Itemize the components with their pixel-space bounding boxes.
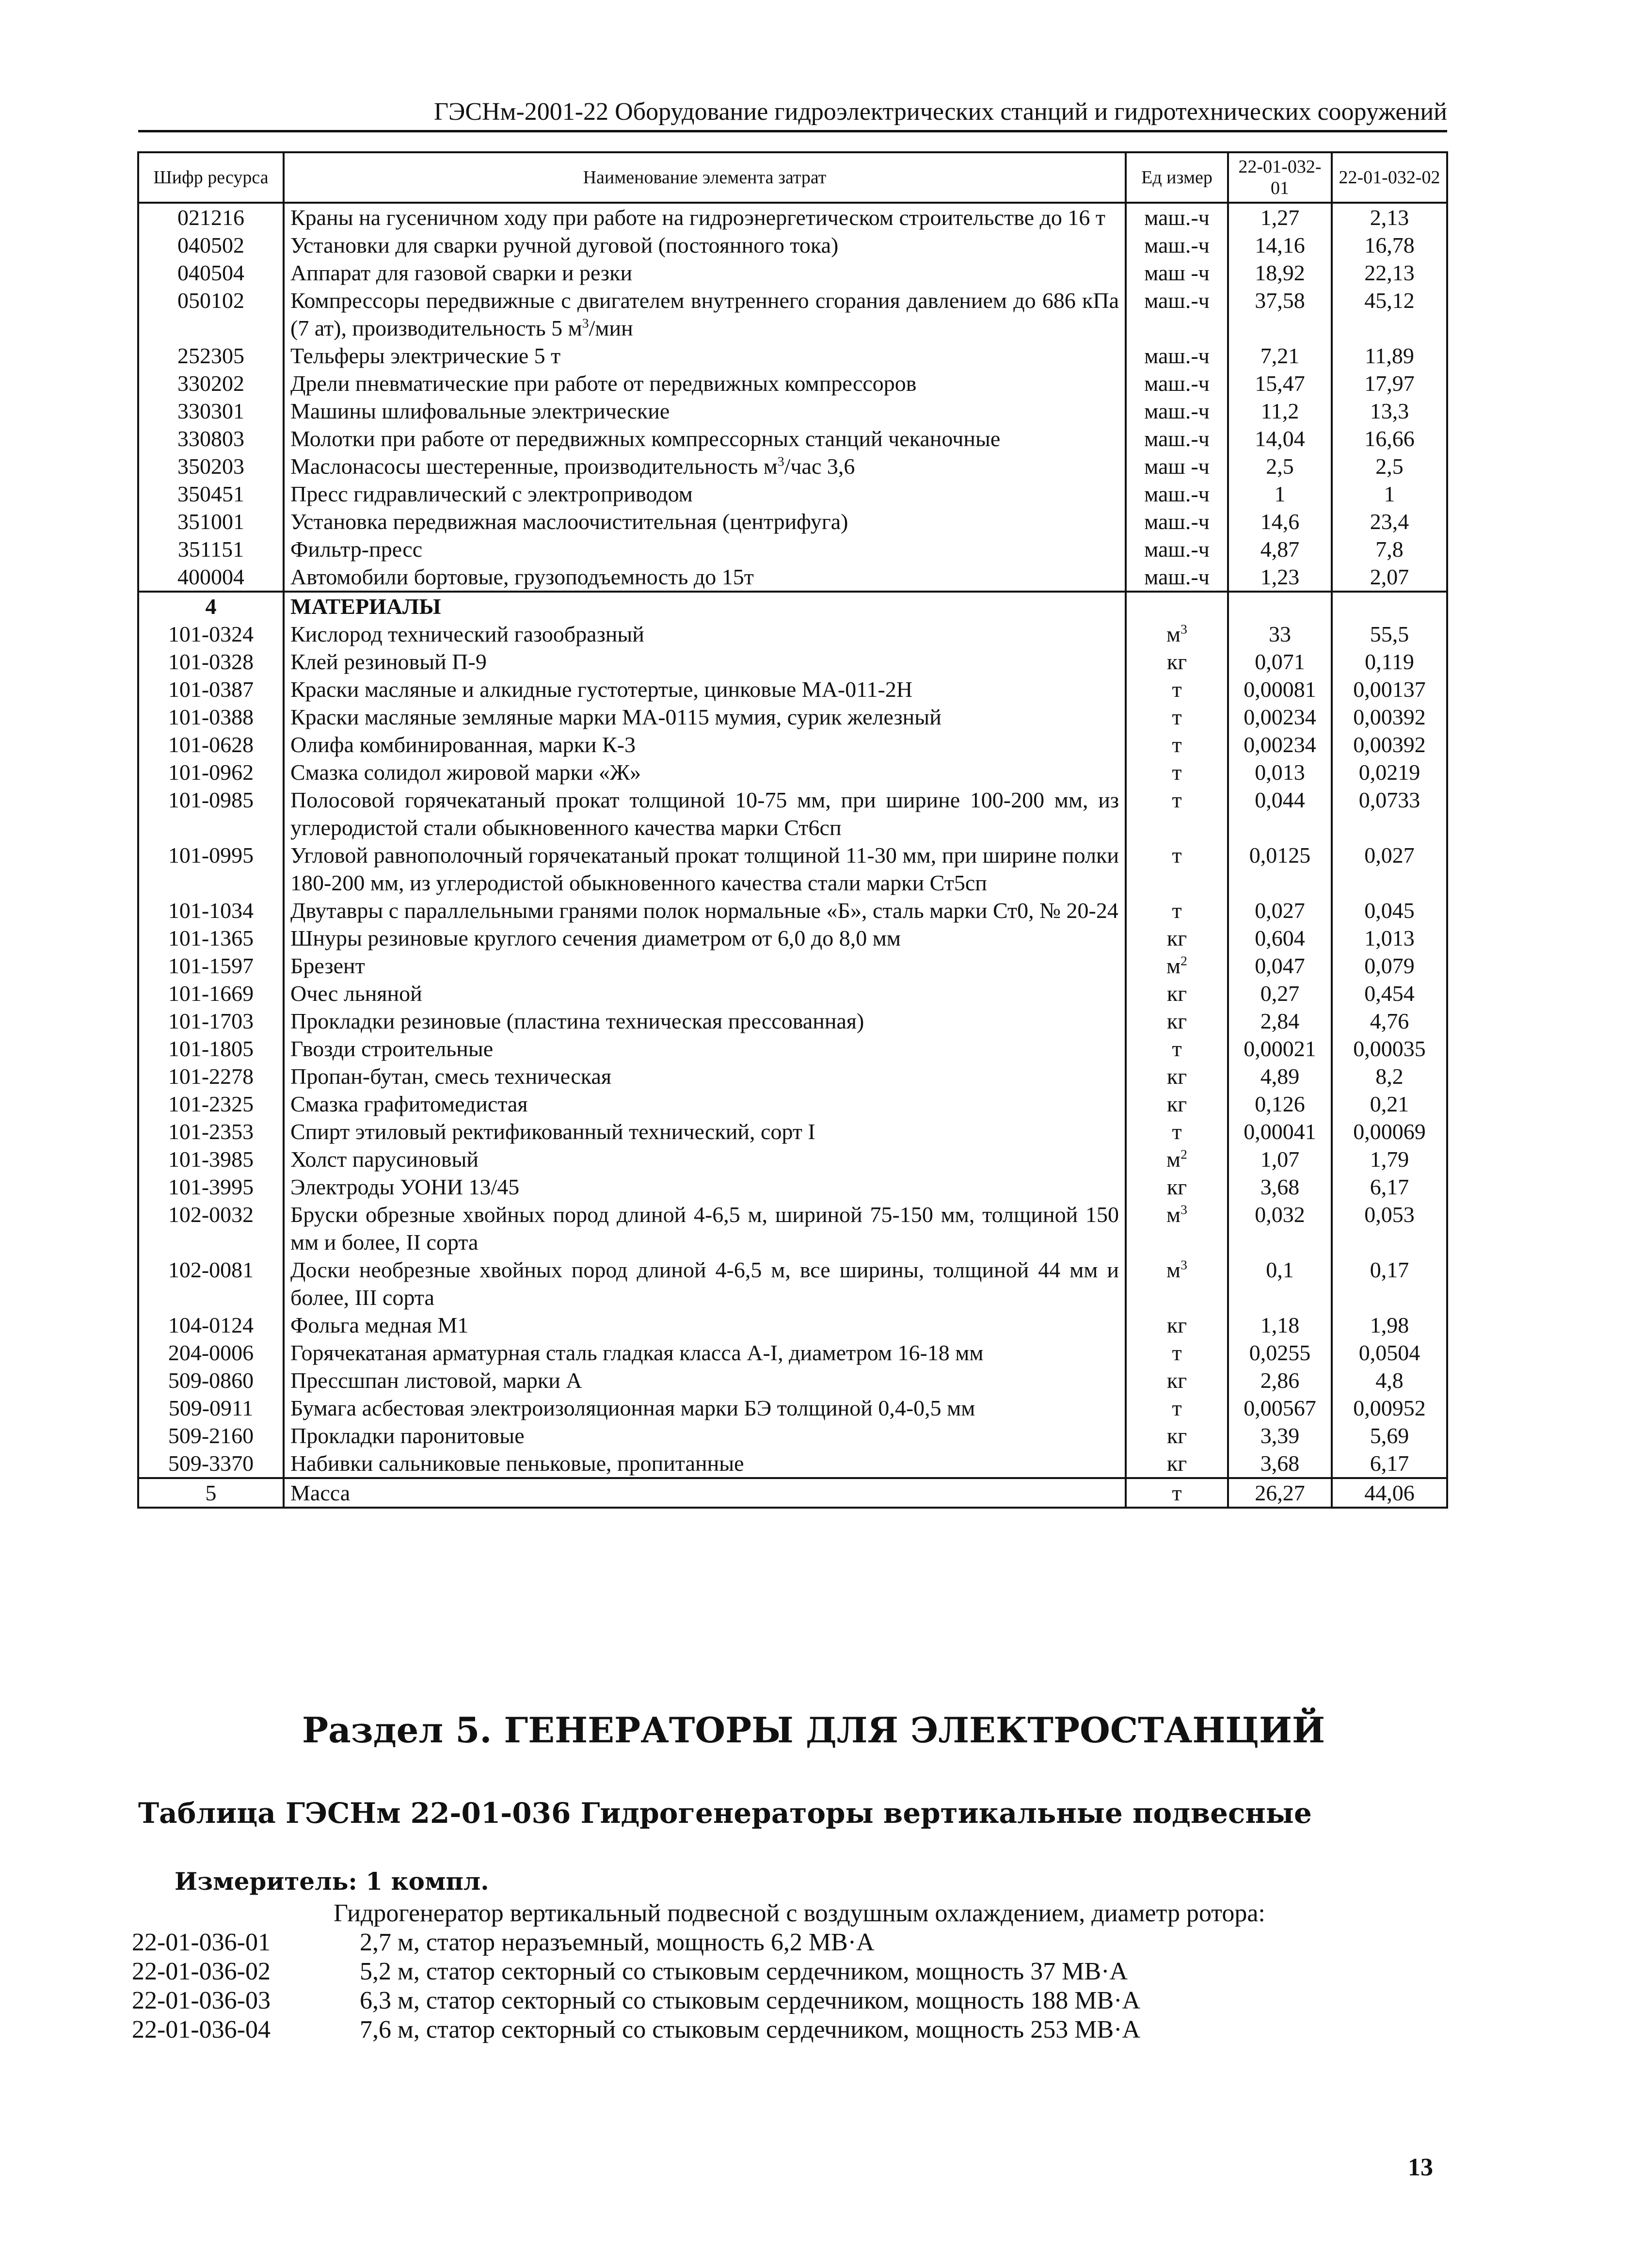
row-value-1: 14,16 xyxy=(1228,231,1332,259)
table-row xyxy=(138,452,1447,480)
row-unit: $м^3$ xyxy=(1126,1201,1228,1256)
table-row xyxy=(138,731,1447,758)
row-value-1: 0,071 xyxy=(1228,648,1332,676)
table-row xyxy=(138,397,1447,425)
row-value-2: 7,8 xyxy=(1332,535,1447,563)
row-unit: кг xyxy=(1126,1422,1228,1449)
row-value-1: 0,1 xyxy=(1228,1256,1332,1311)
table-row xyxy=(138,259,1447,287)
row-unit xyxy=(1126,592,1228,620)
row-unit: $м^3$ xyxy=(1126,1256,1228,1311)
row-unit: т xyxy=(1126,897,1228,924)
row-value-1: 3,39 xyxy=(1228,1422,1332,1449)
row-name: Олифа комбинированная, марки К-3 xyxy=(284,731,1126,758)
row-value-1: 0,0255 xyxy=(1228,1339,1332,1367)
row-name: Очес льняной xyxy=(284,980,1126,1007)
table-body xyxy=(138,203,1447,1508)
row-unit: кг xyxy=(1126,1090,1228,1118)
table-row xyxy=(138,1422,1447,1449)
table-row xyxy=(138,1478,1447,1508)
row-name: Холст парусиновый xyxy=(284,1145,1126,1173)
row-name: Шнуры резиновые круглого сечения диаметром от 6,0 до 8,0 мм xyxy=(284,924,1126,952)
row-value-2: 0,045 xyxy=(1332,897,1447,924)
row-name: Двутавры с параллельными гранями полок нормальные «Б», сталь марки Ст0, № 20-24 xyxy=(284,897,1126,924)
row-name: Электроды УОНИ 13/45 xyxy=(284,1173,1126,1201)
row-name: Пресс гидравлический с электроприводом xyxy=(284,480,1126,508)
table-row xyxy=(138,703,1447,731)
row-value-2: 44,06 xyxy=(1332,1478,1447,1508)
row-value-2: 0,00952 xyxy=(1332,1394,1447,1422)
row-name: Пропан-бутан, смесь техническая xyxy=(284,1062,1126,1090)
row-value-2: 11,89 xyxy=(1332,342,1447,370)
row-name: Дрели пневматические при работе от передвижных компрессоров xyxy=(284,370,1126,397)
item-text: 7,6 м, статор секторный со стыковым сердечником, мощность 253 МВ·А xyxy=(360,2016,1141,2043)
row-value-2: 0,454 xyxy=(1332,980,1447,1007)
row-value-1: 0,047 xyxy=(1228,952,1332,980)
row-code: 101-2353 xyxy=(138,1118,284,1145)
row-code: 101-0962 xyxy=(138,758,284,786)
list-item xyxy=(132,1986,1140,2015)
table-row xyxy=(138,342,1447,370)
row-code: 330301 xyxy=(138,397,284,425)
row-name: Смазка солидол жировой марки «Ж» xyxy=(284,758,1126,786)
row-value-1: 0,0125 xyxy=(1228,841,1332,897)
row-name: Гвозди строительные xyxy=(284,1035,1126,1062)
row-value-2: 22,13 xyxy=(1332,259,1447,287)
table-row xyxy=(138,1311,1447,1339)
row-code: 330803 xyxy=(138,425,284,452)
row-value-1: 4,89 xyxy=(1228,1062,1332,1090)
row-code: 021216 xyxy=(138,203,284,231)
row-value-2: 0,079 xyxy=(1332,952,1447,980)
row-code: 101-0388 xyxy=(138,703,284,731)
row-code: 101-1597 xyxy=(138,952,284,980)
row-code: 350451 xyxy=(138,480,284,508)
row-value-1: 0,00021 xyxy=(1228,1035,1332,1062)
row-code: 040504 xyxy=(138,259,284,287)
row-value-2: 6,17 xyxy=(1332,1173,1447,1201)
row-code: 101-2325 xyxy=(138,1090,284,1118)
row-value-2 xyxy=(1332,592,1447,620)
row-unit: т xyxy=(1126,703,1228,731)
row-value-2: 0,00392 xyxy=(1332,731,1447,758)
row-name: Установка передвижная маслоочистительная (центрифуга) xyxy=(284,508,1126,535)
row-unit: маш -ч xyxy=(1126,259,1228,287)
table-row xyxy=(138,203,1447,231)
row-value-2: 2,07 xyxy=(1332,563,1447,592)
row-value-2: 2,13 xyxy=(1332,203,1447,231)
row-code: 509-0911 xyxy=(138,1394,284,1422)
row-value-2: 16,66 xyxy=(1332,425,1447,452)
row-code: 101-1365 xyxy=(138,924,284,952)
row-value-1: 33 xyxy=(1228,620,1332,648)
row-value-1: 0,00234 xyxy=(1228,703,1332,731)
row-value-2: 4,76 xyxy=(1332,1007,1447,1035)
row-code: 351001 xyxy=(138,508,284,535)
row-unit: т xyxy=(1126,1394,1228,1422)
item-text: 6,3 м, статор секторный со стыковым сердечником, мощность 188 МВ·А xyxy=(360,1987,1141,2014)
table-row xyxy=(138,231,1447,259)
measurer: Измеритель: 1 компл. xyxy=(175,1867,489,1896)
row-name: Автомобили бортовые, грузоподъемность до 15т xyxy=(284,563,1126,592)
table-row xyxy=(138,592,1447,620)
row-unit: маш.-ч xyxy=(1126,535,1228,563)
col-unit-header: Ед измер xyxy=(1126,152,1228,203)
row-value-2: 8,2 xyxy=(1332,1062,1447,1090)
table-row xyxy=(138,1339,1447,1367)
resources-table xyxy=(137,151,1448,1509)
row-value-2: 0,0504 xyxy=(1332,1339,1447,1367)
list-item xyxy=(132,2015,1140,2044)
row-code: 040502 xyxy=(138,231,284,259)
table-row xyxy=(138,1367,1447,1394)
row-name: Тельферы электрические 5 т xyxy=(284,342,1126,370)
item-text: 5,2 м, статор секторный со стыковым сердечником, мощность 37 МВ·А xyxy=(360,1958,1128,1985)
row-value-1: 3,68 xyxy=(1228,1173,1332,1201)
table-row xyxy=(138,648,1447,676)
row-unit: маш.-ч xyxy=(1126,370,1228,397)
col-c2-header: 22-01-032-02 xyxy=(1332,152,1447,203)
row-unit: маш.-ч xyxy=(1126,563,1228,592)
row-unit: маш -ч xyxy=(1126,452,1228,480)
table-row xyxy=(138,1173,1447,1201)
row-name: Прессшпан листовой, марки А xyxy=(284,1367,1126,1394)
row-unit: т xyxy=(1126,1478,1228,1508)
header-title: ГЭСНм-2001-22 Оборудование гидроэлектрических станций и гидротехнических сооружений xyxy=(433,98,1447,126)
row-value-1: 1,18 xyxy=(1228,1311,1332,1339)
row-value-2: 0,0733 xyxy=(1332,786,1447,841)
row-name: Смазка графитомедистая xyxy=(284,1090,1126,1118)
row-value-1: 18,92 xyxy=(1228,259,1332,287)
row-code: 101-0628 xyxy=(138,731,284,758)
row-value-2: 23,4 xyxy=(1332,508,1447,535)
table-row xyxy=(138,980,1447,1007)
row-name: Полосовой горячекатаный прокат толщиной 10-75 мм, при ширине 100-200 мм, из углеродистой стали обыкновенного качества марки Ст6сп xyxy=(284,786,1126,841)
table-row xyxy=(138,535,1447,563)
row-name: Аппарат для газовой сварки и резки xyxy=(284,259,1126,287)
row-value-2: 55,5 xyxy=(1332,620,1447,648)
row-unit: т xyxy=(1126,841,1228,897)
row-unit: кг xyxy=(1126,1173,1228,1201)
item-code: 22-01-036-02 xyxy=(132,1958,271,1985)
row-value-2: 2,5 xyxy=(1332,452,1447,480)
row-value-2: 1,98 xyxy=(1332,1311,1447,1339)
table-row xyxy=(138,1062,1447,1090)
row-value-1: 26,27 xyxy=(1228,1478,1332,1508)
item-code: 22-01-036-03 xyxy=(132,1987,271,2014)
row-name: Прокладки резиновые (пластина техническая прессованная) xyxy=(284,1007,1126,1035)
row-value-1: 0,044 xyxy=(1228,786,1332,841)
table-row xyxy=(138,841,1447,897)
row-unit: кг xyxy=(1126,1449,1228,1478)
row-unit: т xyxy=(1126,731,1228,758)
row-unit: кг xyxy=(1126,1062,1228,1090)
row-code: 101-2278 xyxy=(138,1062,284,1090)
table-row xyxy=(138,508,1447,535)
item-code: 22-01-036-04 xyxy=(132,2016,271,2043)
row-unit: маш.-ч xyxy=(1126,397,1228,425)
row-unit: маш.-ч xyxy=(1126,342,1228,370)
row-unit: т xyxy=(1126,1035,1228,1062)
row-value-1: 4,87 xyxy=(1228,535,1332,563)
list-item xyxy=(132,1957,1128,1986)
row-unit: маш.-ч xyxy=(1126,203,1228,231)
table-row xyxy=(138,1201,1447,1256)
table-row xyxy=(138,952,1447,980)
row-value-1: 0,032 xyxy=(1228,1201,1332,1256)
row-unit: т xyxy=(1126,758,1228,786)
row-unit: кг xyxy=(1126,1367,1228,1394)
row-value-1: 2,86 xyxy=(1228,1367,1332,1394)
row-code: 101-1669 xyxy=(138,980,284,1007)
row-name: Краски масляные земляные марки МА-0115 мумия, сурик железный xyxy=(284,703,1126,731)
section-title: Раздел 5. ГЕНЕРАТОРЫ ДЛЯ ЭЛЕКТРОСТАНЦИЙ xyxy=(302,1709,1325,1751)
table-row xyxy=(138,425,1447,452)
row-unit: кг xyxy=(1126,1007,1228,1035)
row-code: 102-0081 xyxy=(138,1256,284,1311)
row-name: Спирт этиловый ректификованный технический, сорт I xyxy=(284,1118,1126,1145)
row-code: 509-3370 xyxy=(138,1449,284,1478)
row-code: 101-0985 xyxy=(138,786,284,841)
row-code: 101-0995 xyxy=(138,841,284,897)
row-value-2: 17,97 xyxy=(1332,370,1447,397)
row-unit: маш.-ч xyxy=(1126,287,1228,342)
row-value-2: 0,053 xyxy=(1332,1201,1447,1256)
row-name: Доски необрезные хвойных пород длиной 4-6,5 м, все ширины, толщиной 44 мм и более, III сорта xyxy=(284,1256,1126,1311)
row-value-1: 0,027 xyxy=(1228,897,1332,924)
row-code: 509-0860 xyxy=(138,1367,284,1394)
item-text: 2,7 м, статор неразъемный, мощность 6,2 МВ·А xyxy=(360,1929,875,1956)
table-row xyxy=(138,1394,1447,1422)
row-code: 509-2160 xyxy=(138,1422,284,1449)
row-unit: т xyxy=(1126,1339,1228,1367)
row-code: 050102 xyxy=(138,287,284,342)
row-value-2: 0,00137 xyxy=(1332,676,1447,703)
row-value-1: 37,58 xyxy=(1228,287,1332,342)
row-unit: кг xyxy=(1126,924,1228,952)
row-value-2: 13,3 xyxy=(1332,397,1447,425)
row-value-1: 0,00567 xyxy=(1228,1394,1332,1422)
row-code: 101-1034 xyxy=(138,897,284,924)
row-value-1: 14,04 xyxy=(1228,425,1332,452)
row-value-1: 0,013 xyxy=(1228,758,1332,786)
col-c1-header: 22-01-032-01 xyxy=(1228,152,1332,203)
row-name: Масса xyxy=(284,1478,1126,1508)
row-code: 101-1805 xyxy=(138,1035,284,1062)
row-value-1: 2,84 xyxy=(1228,1007,1332,1035)
row-unit: $м^3$ xyxy=(1126,620,1228,648)
row-code: 400004 xyxy=(138,563,284,592)
table-row xyxy=(138,1035,1447,1062)
row-code: 101-3995 xyxy=(138,1173,284,1201)
table-header-row xyxy=(138,152,1447,203)
row-value-2: 1,79 xyxy=(1332,1145,1447,1173)
table-row xyxy=(138,480,1447,508)
table-row xyxy=(138,1449,1447,1478)
row-name: Набивки сальниковые пеньковые, пропитанные xyxy=(284,1449,1126,1478)
row-value-2: 0,21 xyxy=(1332,1090,1447,1118)
row-value-1: 1,27 xyxy=(1228,203,1332,231)
row-value-1: 0,604 xyxy=(1228,924,1332,952)
row-code: 350203 xyxy=(138,452,284,480)
row-value-2: 0,00392 xyxy=(1332,703,1447,731)
table-row xyxy=(138,786,1447,841)
row-name: Прокладки паронитовые xyxy=(284,1422,1126,1449)
table-row xyxy=(138,1007,1447,1035)
row-value-2: 0,00035 xyxy=(1332,1035,1447,1062)
row-value-2: 1 xyxy=(1332,480,1447,508)
row-code: 101-0387 xyxy=(138,676,284,703)
row-value-2: 4,8 xyxy=(1332,1367,1447,1394)
row-value-1: 3,68 xyxy=(1228,1449,1332,1478)
row-code: 330202 xyxy=(138,370,284,397)
row-unit: т xyxy=(1126,786,1228,841)
row-name: Маслонасосы шестеренные, производительность $м^3$/час 3,6 xyxy=(284,452,1126,480)
row-code: 252305 xyxy=(138,342,284,370)
row-value-2: 0,119 xyxy=(1332,648,1447,676)
table-row xyxy=(138,1118,1447,1145)
row-name: Молотки при работе от передвижных компрессорных станций чеканочные xyxy=(284,425,1126,452)
row-unit: маш.-ч xyxy=(1126,480,1228,508)
row-unit: кг xyxy=(1126,648,1228,676)
description: Гидрогенератор вертикальный подвесной с воздушным охлаждением, диаметр ротора: xyxy=(334,1899,1265,1927)
table-row xyxy=(138,676,1447,703)
table-row xyxy=(138,563,1447,592)
row-name: Угловой равнополочный горячекатаный прокат толщиной 11-30 мм, при ширине полки 180-200 мм, из углеродистой обыкновенного качества стали марки Ст5сп xyxy=(284,841,1126,897)
row-value-1: 1,23 xyxy=(1228,563,1332,592)
running-header xyxy=(138,86,1447,132)
row-value-2: 1,013 xyxy=(1332,924,1447,952)
row-name: Бумага асбестовая электроизоляционная марки БЭ толщиной 0,4-0,5 мм xyxy=(284,1394,1126,1422)
table-row xyxy=(138,758,1447,786)
table-row xyxy=(138,1145,1447,1173)
row-code: 204-0006 xyxy=(138,1339,284,1367)
row-name: Горячекатаная арматурная сталь гладкая класса А-I, диаметром 16-18 мм xyxy=(284,1339,1126,1367)
row-name: Фильтр-пресс xyxy=(284,535,1126,563)
item-code: 22-01-036-01 xyxy=(132,1929,271,1956)
row-unit: кг xyxy=(1126,1311,1228,1339)
row-value-1: 0,27 xyxy=(1228,980,1332,1007)
row-value-1: 0,00041 xyxy=(1228,1118,1332,1145)
row-code: 101-3985 xyxy=(138,1145,284,1173)
row-value-1: 0,126 xyxy=(1228,1090,1332,1118)
table-row xyxy=(138,620,1447,648)
row-value-1: 0,00081 xyxy=(1228,676,1332,703)
row-code: 101-0328 xyxy=(138,648,284,676)
row-name: Бруски обрезные хвойных пород длиной 4-6,5 м, шириной 75-150 мм, толщиной 150 мм и более, II сорта xyxy=(284,1201,1126,1256)
row-value-2: 5,69 xyxy=(1332,1422,1447,1449)
row-name: Краны на гусеничном ходу при работе на гидроэнергетическом строительстве до 16 т xyxy=(284,203,1126,231)
table-row xyxy=(138,370,1447,397)
row-name: Кислород технический газообразный xyxy=(284,620,1126,648)
table-row xyxy=(138,1090,1447,1118)
row-value-1: 1 xyxy=(1228,480,1332,508)
row-unit: $м^2$ xyxy=(1126,952,1228,980)
row-name: Краски масляные и алкидные густотертые, цинковые МА-011-2Н xyxy=(284,676,1126,703)
row-value-1: 14,6 xyxy=(1228,508,1332,535)
row-value-2: 6,17 xyxy=(1332,1449,1447,1478)
row-unit: кг xyxy=(1126,980,1228,1007)
row-code: 5 xyxy=(138,1478,284,1508)
row-unit: маш.-ч xyxy=(1126,425,1228,452)
table-title: Таблица ГЭСНм 22-01-036 Гидрогенераторы вертикальные подвесные xyxy=(138,1797,1312,1830)
row-unit: маш.-ч xyxy=(1126,508,1228,535)
table-row xyxy=(138,924,1447,952)
table-row xyxy=(138,1256,1447,1311)
row-unit: $м^2$ xyxy=(1126,1145,1228,1173)
row-code: 101-1703 xyxy=(138,1007,284,1035)
table-row xyxy=(138,287,1447,342)
table-row xyxy=(138,897,1447,924)
row-name: Компрессоры передвижные с двигателем внутреннего сгорания давлением до 686 кПа (7 ат), производительность 5 $м^3$/мин xyxy=(284,287,1126,342)
row-unit: маш.-ч xyxy=(1126,231,1228,259)
row-value-1: 2,5 xyxy=(1228,452,1332,480)
row-code: 104-0124 xyxy=(138,1311,284,1339)
row-value-1: 0,00234 xyxy=(1228,731,1332,758)
row-name: Машины шлифовальные электрические xyxy=(284,397,1126,425)
row-value-1: 11,2 xyxy=(1228,397,1332,425)
row-value-1: 15,47 xyxy=(1228,370,1332,397)
row-value-2: 0,00069 xyxy=(1332,1118,1447,1145)
row-name: Фольга медная М1 xyxy=(284,1311,1126,1339)
row-code: 101-0324 xyxy=(138,620,284,648)
col-code-header: Шифр ресурса xyxy=(138,152,284,203)
row-value-1: 1,07 xyxy=(1228,1145,1332,1173)
row-code: 102-0032 xyxy=(138,1201,284,1256)
page-number: 13 xyxy=(1408,2154,1433,2181)
row-value-2: 0,17 xyxy=(1332,1256,1447,1311)
row-name: Клей резиновый П-9 xyxy=(284,648,1126,676)
row-value-1 xyxy=(1228,592,1332,620)
row-value-2: 0,027 xyxy=(1332,841,1447,897)
row-name: Установки для сварки ручной дуговой (постоянного тока) xyxy=(284,231,1126,259)
row-value-2: 16,78 xyxy=(1332,231,1447,259)
row-code: 4 xyxy=(138,592,284,620)
list-item xyxy=(132,1928,875,1957)
col-name-header: Наименование элемента затрат xyxy=(284,152,1126,203)
row-unit: т xyxy=(1126,1118,1228,1145)
row-value-1: 7,21 xyxy=(1228,342,1332,370)
row-value-2: 45,12 xyxy=(1332,287,1447,342)
row-name: Брезент xyxy=(284,952,1126,980)
row-code: 351151 xyxy=(138,535,284,563)
row-value-2: 0,0219 xyxy=(1332,758,1447,786)
row-unit: т xyxy=(1126,676,1228,703)
row-name: МАТЕРИАЛЫ xyxy=(284,592,1126,620)
